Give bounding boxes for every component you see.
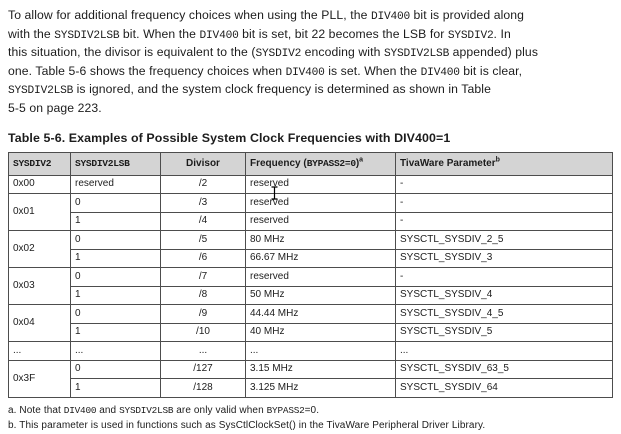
register-name: DIV400 (420, 66, 460, 79)
cell-frequency: reserved (246, 194, 396, 213)
text-run: bit. When the (119, 26, 200, 41)
text-run: is ignored, and the system clock frequency is determined as shown in Table (73, 82, 491, 97)
text-run: this situation, the divisor is equivalent to the ( (8, 45, 256, 60)
cell-divisor: /3 (161, 194, 246, 213)
cell-divisor: /7 (161, 268, 246, 287)
table-row (9, 286, 613, 305)
table-row (9, 175, 613, 194)
table-row (9, 342, 613, 361)
table-row (9, 212, 613, 231)
cell-frequency: 40 MHz (246, 323, 396, 342)
col-header-sysdiv2: SYSDIV2 (9, 152, 71, 175)
text-run: are only valid when (173, 404, 267, 416)
paragraph-line (8, 44, 613, 63)
ibeam-cursor-icon (270, 186, 279, 200)
cell-sysdiv2: 0x03 (9, 268, 71, 305)
text-run: TivaWare Parameter (400, 157, 496, 169)
cell-frequency: reserved (246, 175, 396, 194)
cell-sysdiv2lsb: 1 (71, 249, 161, 268)
cell-tivaware-parameter: SYSCTL_SYSDIV_64 (396, 379, 613, 398)
cell-tivaware-parameter: - (396, 175, 613, 194)
cell-sysdiv2: 0x04 (9, 305, 71, 342)
table-row (9, 268, 613, 287)
register-name: BYPASS2=0 (306, 157, 356, 169)
cell-frequency: ... (246, 342, 396, 361)
text-run: ) (355, 157, 360, 169)
register-name: SYSDIV2LSB (119, 404, 174, 416)
register-name: SYSDIV2 (255, 48, 302, 61)
cell-tivaware-parameter: SYSCTL_SYSDIV_5 (396, 323, 613, 342)
cell-frequency: reserved (246, 268, 396, 287)
cell-tivaware-parameter: - (396, 194, 613, 213)
text-run: appended) plus (449, 45, 539, 60)
footnote-a (8, 403, 613, 419)
cell-sysdiv2: 0x00 (9, 175, 71, 194)
cell-tivaware-parameter: SYSCTL_SYSDIV_4_5 (396, 305, 613, 324)
cell-sysdiv2lsb: 0 (71, 360, 161, 379)
table-row (9, 323, 613, 342)
cell-tivaware-parameter: - (396, 268, 613, 287)
table-row (9, 360, 613, 379)
cell-divisor: /10 (161, 323, 246, 342)
text-run: To allow for additional frequency choices when using the PLL, the (8, 8, 371, 22)
cell-frequency: 44.44 MHz (246, 305, 396, 324)
register-name: DIV400 (370, 11, 411, 23)
text-run: a. Note that (8, 404, 64, 416)
cell-divisor: /2 (161, 175, 246, 194)
cell-frequency: 80 MHz (246, 231, 396, 250)
cell-tivaware-parameter: ... (396, 342, 613, 361)
footnote-b (8, 418, 613, 434)
text-run: bit is clear, (459, 63, 523, 78)
cell-sysdiv2lsb: 1 (71, 323, 161, 342)
cell-sysdiv2lsb: 1 (71, 379, 161, 398)
col-header-sysdiv2lsb: SYSDIV2LSB (71, 152, 161, 175)
cell-divisor: /8 (161, 286, 246, 305)
cell-tivaware-parameter: SYSCTL_SYSDIV_3 (396, 249, 613, 268)
register-name: SYSDIV2LSB (54, 29, 120, 42)
footnote-ref: b (495, 156, 500, 164)
text-run: and (96, 404, 120, 416)
cell-sysdiv2lsb: ... (71, 342, 161, 361)
table-row (9, 379, 613, 398)
cell-tivaware-parameter: SYSCTL_SYSDIV_4 (396, 286, 613, 305)
register-name: DIV400 (63, 404, 97, 416)
text-run: with the (8, 26, 55, 41)
cell-divisor: ... (161, 342, 246, 361)
text-run: bit is provided along (410, 8, 525, 22)
register-name: DIV400 (285, 66, 325, 79)
register-name: SYSDIV2 (447, 29, 494, 42)
text-run: =0. (304, 404, 320, 416)
table-caption: Table 5-6. Examples of Possible System Clock Frequencies with DIV400=1 (8, 130, 451, 145)
col-header-tivaware-parameter (396, 152, 613, 175)
cell-sysdiv2lsb: 1 (71, 286, 161, 305)
cell-divisor: /127 (161, 360, 246, 379)
cell-divisor: /6 (161, 249, 246, 268)
table-row (9, 305, 613, 324)
cell-sysdiv2: ... (9, 342, 71, 361)
cell-sysdiv2lsb: 0 (71, 305, 161, 324)
footnote-ref: a (359, 156, 364, 164)
cell-frequency: 66.67 MHz (246, 249, 396, 268)
cell-divisor: /128 (161, 379, 246, 398)
cell-sysdiv2lsb: 1 (71, 212, 161, 231)
cell-sysdiv2lsb: 0 (71, 268, 161, 287)
cell-frequency: 50 MHz (246, 286, 396, 305)
text-run: 5-5 on page 223. (8, 100, 102, 115)
text-run: b. This parameter is used in functions such as SysCtlClockSet() in the TivaWare Peripheral Driver Library. (8, 420, 486, 432)
cell-frequency: 3.15 MHz (246, 360, 396, 379)
table-footnotes (8, 403, 613, 434)
table-row (9, 249, 613, 268)
register-name: SYSDIV2LSB (383, 48, 450, 61)
paragraph-line (8, 26, 613, 45)
cell-divisor: /4 (161, 212, 246, 231)
col-header-frequency (246, 152, 396, 175)
table-header-row (9, 152, 613, 175)
text-run: one. Table 5-6 shows the frequency choices when (8, 63, 286, 78)
text-run: bit is set, bit 22 becomes the LSB for (238, 26, 448, 41)
register-name: BYPASS2 (266, 404, 305, 416)
cell-sysdiv2: 0x01 (9, 194, 71, 231)
cell-sysdiv2: 0x02 (9, 231, 71, 268)
text-run: . In (493, 26, 511, 41)
intro-paragraph (8, 7, 613, 117)
text-run: encoding with (301, 45, 384, 60)
cell-frequency: 3.125 MHz (246, 379, 396, 398)
cell-tivaware-parameter: SYSCTL_SYSDIV_2_5 (396, 231, 613, 250)
cell-sysdiv2lsb: reserved (71, 175, 161, 194)
cell-tivaware-parameter: SYSCTL_SYSDIV_63_5 (396, 360, 613, 379)
cell-sysdiv2lsb: 0 (71, 231, 161, 250)
paragraph-line (8, 81, 613, 100)
cell-divisor: /9 (161, 305, 246, 324)
text-run: is set. When the (324, 63, 421, 78)
paragraph-line (8, 63, 613, 82)
paragraph-line (8, 100, 613, 117)
cell-divisor: /5 (161, 231, 246, 250)
register-name: SYSDIV2LSB (8, 85, 74, 98)
table-row (9, 194, 613, 213)
register-name: DIV400 (199, 29, 239, 42)
paragraph-line (8, 7, 613, 26)
cell-tivaware-parameter: - (396, 212, 613, 231)
cell-sysdiv2lsb: 0 (71, 194, 161, 213)
cell-sysdiv2: 0x3F (9, 360, 71, 397)
cell-frequency: reserved (246, 212, 396, 231)
col-header-divisor: Divisor (161, 152, 246, 175)
clock-frequency-table (8, 152, 613, 398)
text-run: Frequency ( (250, 157, 307, 169)
table-row (9, 231, 613, 250)
